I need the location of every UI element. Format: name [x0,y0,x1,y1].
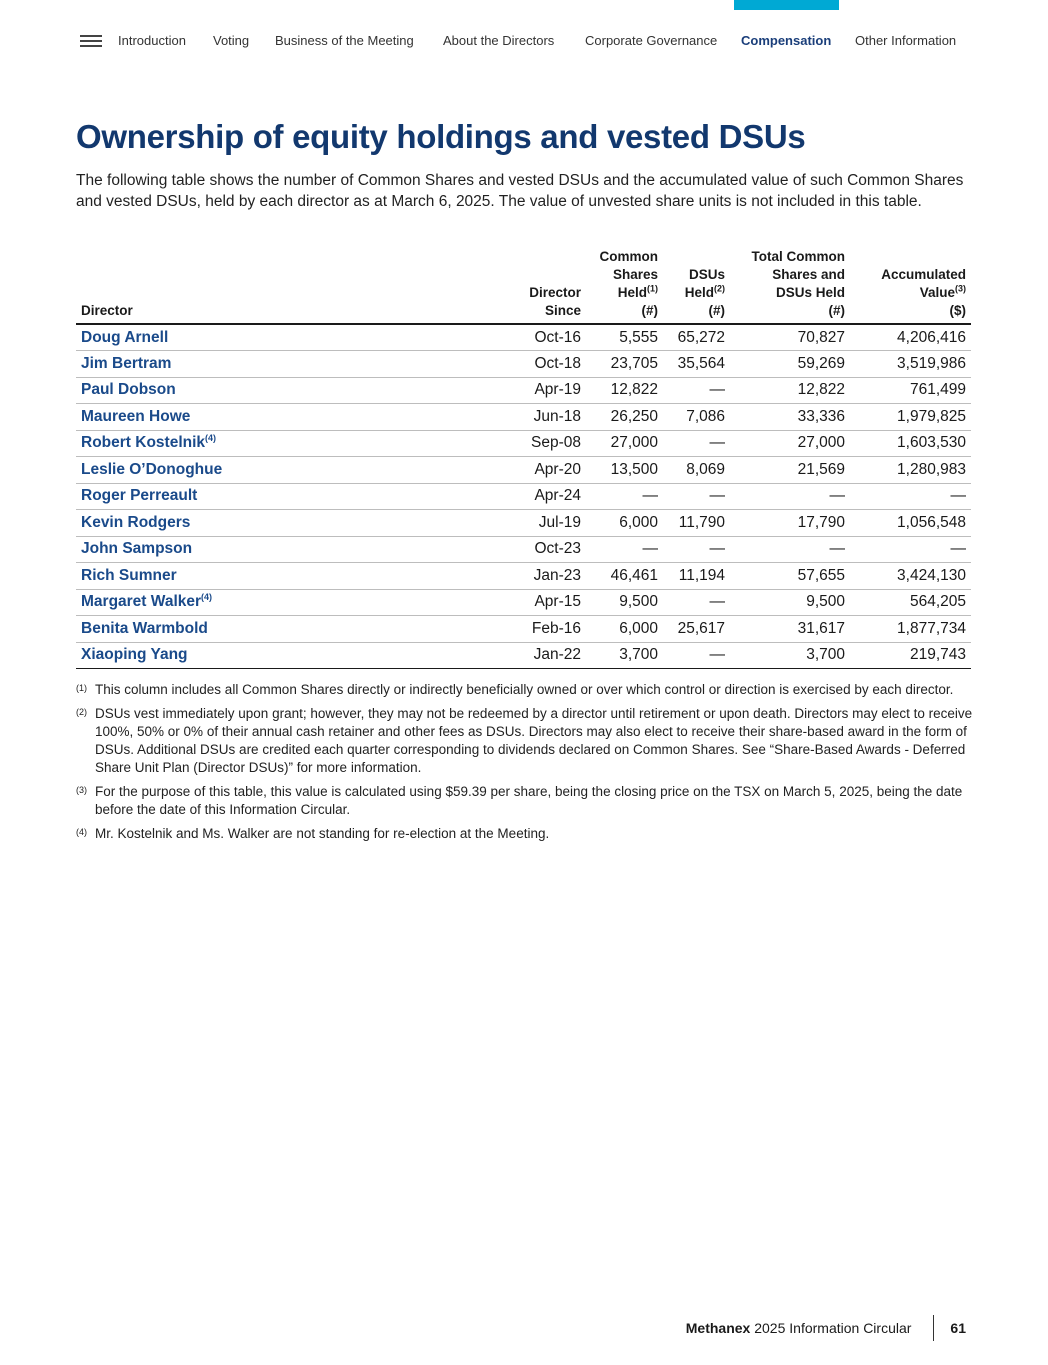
director-name-link[interactable]: Leslie O’Donoghue [76,457,506,484]
accumulated-value-cell: 3,519,986 [850,351,971,378]
dsus-held-cell: — [663,377,730,404]
accumulated-value-cell: 3,424,130 [850,563,971,590]
accumulated-value-cell: 1,603,530 [850,430,971,457]
director-name-link[interactable]: Jim Bertram [76,351,506,378]
common-shares-cell: 6,000 [586,510,663,537]
accumulated-value-cell: 564,205 [850,589,971,616]
accumulated-value-cell: 4,206,416 [850,324,971,351]
accumulated-value-cell: — [850,483,971,510]
director-since-cell: Jun-18 [506,404,586,431]
common-shares-cell: 27,000 [586,430,663,457]
nav-business-of-the-meeting[interactable]: Business of the Meeting [275,33,414,48]
director-since-cell: Oct-16 [506,324,586,351]
table-row [76,589,971,616]
table-row [76,404,971,431]
page-title: Ownership of equity holdings and vested DSUs [76,118,806,155]
dsus-held-cell: 11,194 [663,563,730,590]
nav-introduction[interactable]: Introduction [118,33,186,48]
nav-voting[interactable]: Voting [213,33,250,48]
common-shares-cell: — [586,536,663,563]
common-shares-cell: 3,700 [586,642,663,669]
total-held-cell: — [730,483,850,510]
total-held-cell: 70,827 [730,324,850,351]
director-name-link[interactable]: Robert Kostelnik$^{(4)}$ [76,430,506,457]
footnote-marker: (3) [76,785,87,795]
common-shares-cell: 6,000 [586,616,663,643]
table-row [76,324,971,351]
table-row [76,642,971,669]
director-name-link[interactable]: Margaret Walker$^{(4)}$ [76,589,506,616]
common-shares-cell: — [586,483,663,510]
dsus-held-cell: — [663,483,730,510]
total-held-cell: 3,700 [730,642,850,669]
common-shares-cell: 13,500 [586,457,663,484]
director-since-cell: Jan-22 [506,642,586,669]
nav-compensation[interactable]: Compensation [741,33,832,48]
director-since-cell: Oct-18 [506,351,586,378]
dsus-held-cell: 25,617 [663,616,730,643]
dsus-held-cell: 35,564 [663,351,730,378]
active-section-indicator [734,0,839,10]
table-row [76,351,971,378]
common-shares-cell: 9,500 [586,589,663,616]
director-since-cell: Apr-15 [506,589,586,616]
total-held-cell: 12,822 [730,377,850,404]
page-footer [686,1315,966,1341]
director-since-cell: Jan-23 [506,563,586,590]
accumulated-value-cell: 1,280,983 [850,457,971,484]
total-held-cell: 27,000 [730,430,850,457]
common-shares-cell: 46,461 [586,563,663,590]
common-shares-cell: 12,822 [586,377,663,404]
hamburger-menu-icon[interactable] [80,35,102,49]
footnote-marker: (2) [76,707,87,717]
footnote-text: DSUs vest immediately upon grant; however, they may not be redeemed by a director until retirement or upon death. Directors may elect to receive 100%, 50% or 0% of their annual cash retainer and other fees as DSUs. Directors may also elect to receive their share-based award in the form of DSUs. Additional DSUs are credited each quarter corresponding to dividends declared on Common Shares. See “Share-Based Awards - Deferred Share Unit Plan (Director DSUs)” for more information. [95,706,973,775]
equity-holdings-table [76,248,971,669]
director-since-cell: Sep-08 [506,430,586,457]
director-name-link[interactable]: John Sampson [76,536,506,563]
total-held-cell: 21,569 [730,457,850,484]
director-since-cell: Apr-19 [506,377,586,404]
accumulated-value-cell: — [850,536,971,563]
total-held-cell: — [730,536,850,563]
director-since-cell: Apr-24 [506,483,586,510]
header-director: Director [76,248,506,324]
footnotes [76,681,976,849]
top-navigation [0,0,1048,70]
director-since-cell: Jul-19 [506,510,586,537]
header-dsus-held: DSUs Held$^{(2)}$ (#) [663,248,730,324]
director-since-cell: Oct-23 [506,536,586,563]
nav-about-the-directors[interactable]: About the Directors [443,33,555,48]
table-row [76,457,971,484]
total-held-cell: 59,269 [730,351,850,378]
table-row [76,430,971,457]
footer-brand: Methanex [685,1320,751,1336]
dsus-held-cell: 7,086 [663,404,730,431]
total-held-cell: 33,336 [730,404,850,431]
director-since-cell: Feb-16 [506,616,586,643]
director-name-link[interactable]: Benita Warmbold [76,616,506,643]
director-name-link[interactable]: Rich Sumner [76,563,506,590]
accumulated-value-cell: 1,056,548 [850,510,971,537]
dsus-held-cell: 8,069 [663,457,730,484]
dsus-held-cell: — [663,536,730,563]
footnote [76,705,976,777]
header-accumulated-value: Accumulated Value$^{(3)}$ ($) [850,248,971,324]
dsus-held-cell: — [663,642,730,669]
accumulated-value-cell: 1,877,734 [850,616,971,643]
director-name-link[interactable]: Maureen Howe [76,404,506,431]
table-row [76,536,971,563]
dsus-held-cell: — [663,430,730,457]
total-held-cell: 17,790 [730,510,850,537]
table-header-row [76,248,971,324]
table-row [76,510,971,537]
common-shares-cell: 26,250 [586,404,663,431]
director-since-cell: Apr-20 [506,457,586,484]
common-shares-cell: 23,705 [586,351,663,378]
table-row [76,483,971,510]
director-name-link[interactable]: Doug Arnell [76,324,506,351]
intro-paragraph: The following table shows the number of Common Shares and vested DSUs and the accumulated value of such Common Shares and vested DSUs, held by each director as at March 6, 2025. The value of unvested share units is not included in this table. [76,172,964,210]
footnote-text: This column includes all Common Shares directly or indirectly beneficially owned or over which control or direction is exercised by each director. [95,682,954,697]
footer-divider [933,1315,934,1341]
accumulated-value-cell: 219,743 [850,642,971,669]
footer-document-title: 2025 Information Circular [750,1320,912,1336]
footnote-text: Mr. Kostelnik and Ms. Walker are not standing for re-election at the Meeting. [95,826,550,841]
director-name-link[interactable]: Paul Dobson [76,377,506,404]
dsus-held-cell: 65,272 [663,324,730,351]
director-name-link[interactable]: Roger Perreault [76,483,506,510]
header-total-held: Total Common Shares and DSUs Held (#) [730,248,850,324]
footnote-marker: (4) [76,827,87,837]
footnote [76,681,976,699]
accumulated-value-cell: 761,499 [850,377,971,404]
nav-corporate-governance[interactable]: Corporate Governance [585,33,718,48]
total-held-cell: 9,500 [730,589,850,616]
page-number: 61 [950,1320,966,1336]
footnote [76,783,976,819]
footnote [76,825,976,843]
accumulated-value-cell: 1,979,825 [850,404,971,431]
table-row [76,377,971,404]
table-row [76,616,971,643]
dsus-held-cell: — [663,589,730,616]
nav-other-information[interactable]: Other Information [855,33,957,48]
total-held-cell: 31,617 [730,616,850,643]
director-name-link[interactable]: Xiaoping Yang [76,642,506,669]
dsus-held-cell: 11,790 [663,510,730,537]
director-name-link[interactable]: Kevin Rodgers [76,510,506,537]
footnote-text: For the purpose of this table, this value is calculated using $59.39 per share, being the closing price on the TSX on March 5, 2025, being the date before the date of this Information Circular. [95,784,963,817]
header-common-shares: Common Shares Held$^{(1)}$ (#) [586,248,663,324]
total-held-cell: 57,655 [730,563,850,590]
common-shares-cell: 5,555 [586,324,663,351]
footnote-marker: (1) [76,683,87,693]
header-director-since: Director Since [506,248,586,324]
table-row [76,563,971,590]
